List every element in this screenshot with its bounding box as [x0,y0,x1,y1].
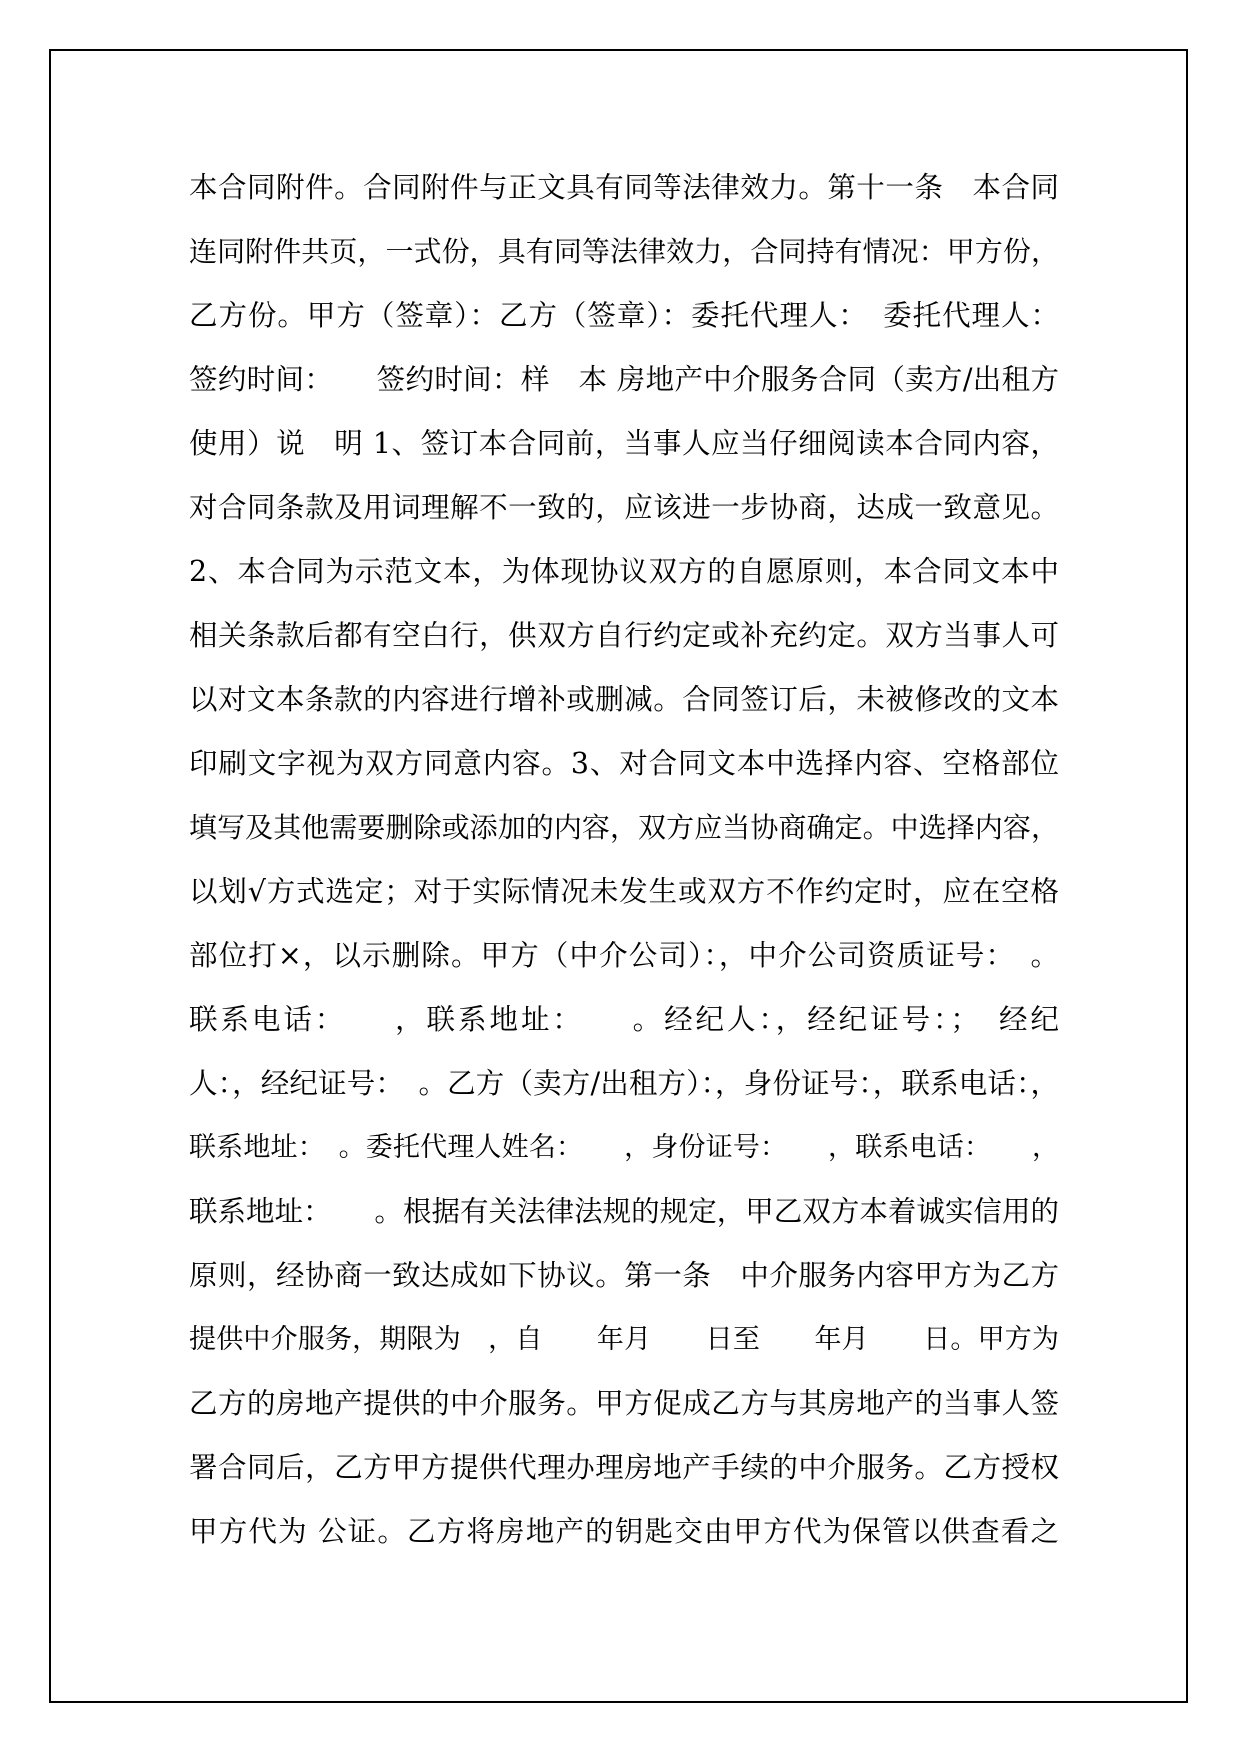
text-line: 对合同条款及用词理解不一致的，应该进一步协商，达成一致意见。 [189,491,1059,524]
text-line: 联系地址： 。根据有关法律法规的规定，甲乙双方本着诚实信用的 [189,1195,1059,1228]
text-line: 使用）说 明 1、签订本合同前，当事人应当仔细阅读本合同内容， [189,427,1059,460]
text-line: 连同附件共页，一式份，具有同等法律效力，合同持有情况：甲方份， [189,235,1059,268]
text-line: 2、本合同为示范文本，为体现协议双方的自愿原则，本合同文本中 [189,555,1059,588]
text-line: 人：，经纪证号： 。乙方（卖方/出租方）：，身份证号：，联系电话：， [189,1067,1059,1100]
text-line: 本合同附件。合同附件与正文具有同等法律效力。第十一条 本合同 [189,171,1059,204]
contract-body-text [189,156,1059,1564]
text-line: 部位打×，以示删除。甲方（中介公司）：，中介公司资质证号： 。 [189,939,1059,972]
text-line: 甲方代为 公证。乙方将房地产的钥匙交由甲方代为保管以供查看之 [189,1515,1059,1548]
text-line: 原则，经协商一致达成如下协议。第一条 中介服务内容甲方为乙方 [189,1259,1059,1292]
text-line: 乙方的房地产提供的中介服务。甲方促成乙方与其房地产的当事人签 [189,1387,1059,1420]
text-line: 签约时间： 签约时间：样 本 房地产中介服务合同（卖方/出租方 [189,363,1059,396]
text-line: 提供中介服务，期限为 ，自 年月 日至 年月 日。甲方为 [189,1324,1059,1355]
text-line: 填写及其他需要删除或添加的内容，双方应当协商确定。中选择内容， [189,811,1059,844]
text-line: 署合同后，乙方甲方提供代理办理房地产手续的中介服务。乙方授权 [189,1451,1059,1484]
text-line: 印刷文字视为双方同意内容。3、对合同文本中选择内容、空格部位 [189,747,1059,780]
text-line: 以划√方式选定；对于实际情况未发生或双方不作约定时，应在空格 [189,875,1059,908]
text-line: 乙方份。甲方（签章）：乙方（签章）：委托代理人： 委托代理人： [189,299,1059,332]
text-line: 以对文本条款的内容进行增补或删减。合同签订后，未被修改的文本 [189,683,1059,716]
text-line: 联系地址： 。委托代理人姓名： ，身份证号： ，联系电话： ， [189,1132,1059,1163]
text-line: 相关条款后都有空白行，供双方自行约定或补充约定。双方当事人可 [189,619,1059,652]
text-line: 联系电话： ，联系地址： 。经纪人：，经纪证号：； 经纪 [189,1003,1059,1036]
